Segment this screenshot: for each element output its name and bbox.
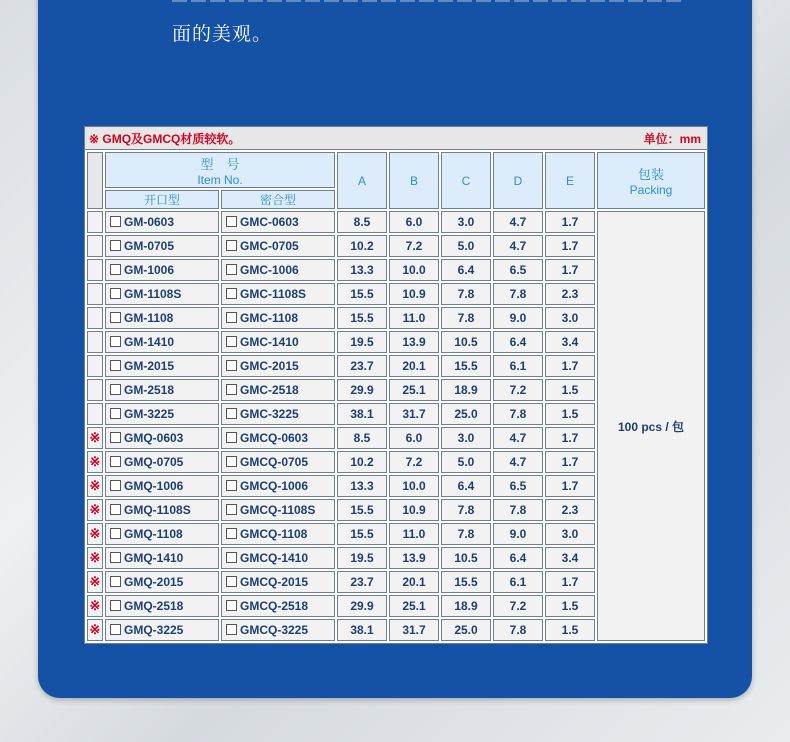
open-type-checkbox[interactable] [110, 384, 121, 395]
open-type-checkbox[interactable] [110, 312, 121, 323]
intro-text: 面的美观。 [172, 23, 273, 45]
dim-d-cell: 6.1 [493, 571, 543, 593]
open-type-code-cell [105, 595, 219, 617]
open-type-code-cell [105, 259, 219, 281]
soft-material-mark [87, 331, 103, 353]
closed-type-code: GMCQ-0603 [240, 431, 309, 445]
dim-c-cell: 15.5 [441, 571, 491, 593]
dim-e-cell: 2.3 [545, 499, 595, 521]
table-row [87, 211, 705, 233]
open-type-code-cell [105, 523, 219, 545]
dim-b-cell: 10.0 [389, 475, 439, 497]
dim-e-cell: 3.0 [545, 523, 595, 545]
dim-a-cell: 10.2 [337, 451, 387, 473]
dim-b-cell: 6.0 [389, 211, 439, 233]
closed-type-checkbox[interactable] [226, 288, 237, 299]
open-type-checkbox[interactable] [110, 456, 121, 467]
dim-c-cell: 10.5 [441, 331, 491, 353]
dim-d-cell: 7.8 [493, 619, 543, 641]
closed-type-code-cell [221, 211, 335, 233]
open-type-checkbox[interactable] [110, 288, 121, 299]
packing-header [597, 152, 705, 209]
dim-e-cell: 1.7 [545, 451, 595, 473]
dim-b-cell: 10.9 [389, 499, 439, 521]
packing-header-en: Packing [629, 183, 673, 197]
closed-type-code: GMC-1108 [240, 311, 299, 325]
open-type-code-cell [105, 571, 219, 593]
model-header-en: Item No. [197, 172, 243, 187]
soft-material-mark: ※ [87, 619, 103, 641]
soft-material-mark: ※ [87, 475, 103, 497]
closed-type-code-cell [221, 259, 335, 281]
dim-e-cell: 1.7 [545, 211, 595, 233]
closed-type-code: GMC-1108S [240, 287, 307, 301]
open-type-code: GMQ-1108S [124, 503, 191, 517]
open-type-checkbox[interactable] [110, 504, 121, 515]
closed-type-code-cell [221, 451, 335, 473]
dim-b-cell: 31.7 [389, 619, 439, 641]
dim-a-cell: 15.5 [337, 307, 387, 329]
open-type-checkbox[interactable] [110, 480, 121, 491]
dim-a-cell: 13.3 [337, 259, 387, 281]
dim-d-cell: 6.4 [493, 547, 543, 569]
dim-e-cell: 2.3 [545, 283, 595, 305]
closed-type-checkbox[interactable] [226, 624, 237, 635]
open-type-code-cell [105, 403, 219, 425]
dim-e-cell: 1.7 [545, 355, 595, 377]
open-type-code: GMQ-2015 [124, 575, 184, 589]
soft-material-mark [87, 259, 103, 281]
open-type-code: GM-0603 [124, 215, 175, 229]
open-type-code-cell [105, 283, 219, 305]
open-type-code: GM-1410 [124, 335, 175, 349]
open-type-checkbox[interactable] [110, 360, 121, 371]
soft-material-mark [87, 379, 103, 401]
closed-type-code: GMCQ-3225 [240, 623, 309, 637]
dim-e-cell: 1.5 [545, 379, 595, 401]
closed-type-checkbox[interactable] [226, 408, 237, 419]
closed-type-code: GMC-2015 [240, 359, 299, 373]
open-type-checkbox[interactable] [110, 576, 121, 587]
dim-b-cell: 20.1 [389, 355, 439, 377]
dim-d-cell: 9.0 [493, 307, 543, 329]
dim-a-cell: 19.5 [337, 547, 387, 569]
closed-type-header: 密合型 [221, 190, 335, 209]
dim-d-cell: 6.5 [493, 259, 543, 281]
packing-value: 100 pcs / 包 [617, 419, 685, 434]
dim-e-cell: 1.7 [545, 259, 595, 281]
unit-label: 单位：mm [643, 131, 701, 146]
col-c-header: C [441, 152, 491, 209]
soft-material-mark: ※ [87, 427, 103, 449]
dim-d-cell: 6.5 [493, 475, 543, 497]
closed-type-checkbox[interactable] [226, 504, 237, 515]
dim-c-cell: 10.5 [441, 547, 491, 569]
dim-d-cell: 4.7 [493, 211, 543, 233]
dim-d-cell: 6.1 [493, 355, 543, 377]
open-type-code: GM-0705 [124, 239, 175, 253]
col-d-header: D [493, 152, 543, 209]
closed-type-checkbox[interactable] [226, 600, 237, 611]
open-type-code-cell [105, 499, 219, 521]
closed-type-checkbox[interactable] [226, 216, 237, 227]
closed-type-code-cell [221, 307, 335, 329]
closed-type-checkbox[interactable] [226, 360, 237, 371]
dim-a-cell: 8.5 [337, 211, 387, 233]
soft-material-mark: ※ [87, 499, 103, 521]
packing-cell [597, 211, 705, 641]
dim-b-cell: 13.9 [389, 331, 439, 353]
dim-b-cell: 6.0 [389, 427, 439, 449]
intro-text-cut-line [172, 0, 682, 2]
dim-b-cell: 10.0 [389, 259, 439, 281]
dim-a-cell: 8.5 [337, 427, 387, 449]
closed-type-checkbox[interactable] [226, 312, 237, 323]
closed-type-code-cell [221, 595, 335, 617]
dim-d-cell: 9.0 [493, 523, 543, 545]
dim-a-cell: 23.7 [337, 571, 387, 593]
dim-c-cell: 7.8 [441, 499, 491, 521]
dim-c-cell: 15.5 [441, 355, 491, 377]
dim-b-cell: 10.9 [389, 283, 439, 305]
open-type-code: GM-1006 [124, 263, 175, 277]
closed-type-code-cell [221, 235, 335, 257]
dim-d-cell: 7.2 [493, 595, 543, 617]
dim-a-cell: 13.3 [337, 475, 387, 497]
open-type-code: GMQ-1108 [124, 527, 183, 541]
closed-type-checkbox[interactable] [226, 384, 237, 395]
soft-material-mark: ※ [87, 451, 103, 473]
closed-type-code: GMCQ-1108 [240, 527, 308, 541]
table-head [87, 152, 705, 209]
closed-type-checkbox[interactable] [226, 528, 237, 539]
dim-d-cell: 7.8 [493, 499, 543, 521]
open-type-code: GM-1108S [124, 287, 182, 301]
col-a-header: A [337, 152, 387, 209]
dim-c-cell: 3.0 [441, 427, 491, 449]
closed-type-code: GMC-3225 [240, 407, 299, 421]
closed-type-checkbox[interactable] [226, 480, 237, 491]
closed-type-code-cell [221, 355, 335, 377]
open-type-code: GM-1108 [124, 311, 174, 325]
open-type-checkbox[interactable] [110, 408, 121, 419]
dim-c-cell: 18.9 [441, 379, 491, 401]
closed-type-code: GMC-0603 [240, 215, 299, 229]
dim-c-cell: 5.0 [441, 451, 491, 473]
open-type-checkbox[interactable] [110, 552, 121, 563]
table-note-row [85, 127, 707, 150]
open-type-checkbox[interactable] [110, 528, 121, 539]
dim-d-cell: 7.8 [493, 283, 543, 305]
dim-e-cell: 1.5 [545, 403, 595, 425]
dim-d-cell: 6.4 [493, 331, 543, 353]
open-type-code: GM-3225 [124, 407, 175, 421]
closed-type-code-cell [221, 283, 335, 305]
open-type-checkbox[interactable] [110, 336, 121, 347]
dim-a-cell: 38.1 [337, 403, 387, 425]
closed-type-code: GMC-0705 [240, 239, 299, 253]
dim-d-cell: 4.7 [493, 451, 543, 473]
dim-c-cell: 3.0 [441, 211, 491, 233]
dim-a-cell: 19.5 [337, 331, 387, 353]
open-type-checkbox[interactable] [110, 432, 121, 443]
dim-a-cell: 29.9 [337, 595, 387, 617]
closed-type-code-cell [221, 547, 335, 569]
dim-e-cell: 3.4 [545, 547, 595, 569]
spec-table [85, 150, 707, 643]
dim-c-cell: 25.0 [441, 619, 491, 641]
closed-type-checkbox[interactable] [226, 456, 237, 467]
dim-e-cell: 3.4 [545, 331, 595, 353]
closed-type-code-cell [221, 379, 335, 401]
soft-material-mark [87, 211, 103, 233]
dim-a-cell: 29.9 [337, 379, 387, 401]
soft-material-mark: ※ [87, 523, 103, 545]
soft-material-mark: ※ [87, 595, 103, 617]
dim-b-cell: 20.1 [389, 571, 439, 593]
dim-e-cell: 1.7 [545, 427, 595, 449]
soft-material-mark [87, 355, 103, 377]
closed-type-code-cell [221, 475, 335, 497]
open-type-code-cell [105, 547, 219, 569]
dim-e-cell: 1.5 [545, 595, 595, 617]
dim-b-cell: 25.1 [389, 595, 439, 617]
soft-material-mark [87, 283, 103, 305]
dim-c-cell: 18.9 [441, 595, 491, 617]
dim-a-cell: 15.5 [337, 283, 387, 305]
dim-e-cell: 1.7 [545, 475, 595, 497]
open-type-code: GM-2015 [124, 359, 175, 373]
dim-b-cell: 13.9 [389, 547, 439, 569]
material-note: ※ GMQ及GMCQ材质较软。 [89, 131, 241, 146]
closed-type-code: GMC-1410 [240, 335, 299, 349]
closed-type-code-cell [221, 403, 335, 425]
dim-b-cell: 7.2 [389, 451, 439, 473]
dim-c-cell: 6.4 [441, 475, 491, 497]
col-e-header: E [545, 152, 595, 209]
dim-e-cell: 1.7 [545, 571, 595, 593]
open-type-code-cell [105, 307, 219, 329]
open-type-code: GMQ-2518 [124, 599, 184, 613]
closed-type-code: GMCQ-1410 [240, 551, 309, 565]
model-header [105, 152, 335, 188]
dim-d-cell: 7.2 [493, 379, 543, 401]
soft-material-mark [87, 307, 103, 329]
packing-header-zh: 包装 [638, 167, 665, 182]
open-type-checkbox[interactable] [110, 600, 121, 611]
open-type-code-cell [105, 475, 219, 497]
mark-column-header [87, 152, 103, 209]
open-type-code-cell [105, 331, 219, 353]
closed-type-code-cell [221, 571, 335, 593]
soft-material-mark: ※ [87, 571, 103, 593]
open-type-code-cell [105, 427, 219, 449]
open-type-checkbox[interactable] [110, 240, 121, 251]
dim-d-cell: 7.8 [493, 403, 543, 425]
open-type-code-cell [105, 211, 219, 233]
dim-b-cell: 7.2 [389, 235, 439, 257]
closed-type-code: GMCQ-1108S [240, 503, 316, 517]
open-type-code: GMQ-1006 [124, 479, 184, 493]
open-type-code-cell [105, 379, 219, 401]
open-type-header: 开口型 [105, 190, 219, 209]
closed-type-code: GMCQ-1006 [240, 479, 309, 493]
dim-a-cell: 10.2 [337, 235, 387, 257]
closed-type-checkbox[interactable] [226, 552, 237, 563]
dim-c-cell: 5.0 [441, 235, 491, 257]
open-type-code-cell [105, 235, 219, 257]
dim-d-cell: 4.7 [493, 427, 543, 449]
closed-type-code: GMCQ-0705 [240, 455, 309, 469]
open-type-code-cell [105, 451, 219, 473]
open-type-checkbox[interactable] [110, 264, 121, 275]
soft-material-mark: ※ [87, 547, 103, 569]
closed-type-code-cell [221, 331, 335, 353]
dim-a-cell: 23.7 [337, 355, 387, 377]
dim-a-cell: 15.5 [337, 499, 387, 521]
dim-b-cell: 25.1 [389, 379, 439, 401]
open-type-code: GMQ-0603 [124, 431, 184, 445]
dim-c-cell: 7.8 [441, 307, 491, 329]
dim-b-cell: 31.7 [389, 403, 439, 425]
open-type-code: GMQ-0705 [124, 455, 184, 469]
closed-type-code: GMC-1006 [240, 263, 299, 277]
open-type-checkbox[interactable] [110, 624, 121, 635]
closed-type-code: GMCQ-2015 [240, 575, 309, 589]
closed-type-code-cell [221, 499, 335, 521]
closed-type-checkbox[interactable] [226, 264, 237, 275]
dim-b-cell: 11.0 [389, 523, 439, 545]
open-type-code: GM-2518 [124, 383, 175, 397]
dim-a-cell: 38.1 [337, 619, 387, 641]
closed-type-code: GMC-2518 [240, 383, 299, 397]
open-type-code-cell [105, 355, 219, 377]
dim-d-cell: 4.7 [493, 235, 543, 257]
closed-type-code: GMCQ-2518 [240, 599, 309, 613]
soft-material-mark [87, 235, 103, 257]
dim-c-cell: 6.4 [441, 259, 491, 281]
dim-b-cell: 11.0 [389, 307, 439, 329]
dim-c-cell: 25.0 [441, 403, 491, 425]
open-type-checkbox[interactable] [110, 216, 121, 227]
open-type-code: GMQ-3225 [124, 623, 184, 637]
dim-c-cell: 7.8 [441, 523, 491, 545]
col-b-header: B [389, 152, 439, 209]
closed-type-code-cell [221, 523, 335, 545]
soft-material-mark [87, 403, 103, 425]
closed-type-code-cell [221, 427, 335, 449]
model-header-zh: 型 号 [200, 156, 240, 172]
closed-type-checkbox[interactable] [226, 240, 237, 251]
closed-type-checkbox[interactable] [226, 432, 237, 443]
table-body [87, 211, 705, 641]
spec-table-container [84, 126, 708, 644]
open-type-code: GMQ-1410 [124, 551, 184, 565]
dim-c-cell: 7.8 [441, 283, 491, 305]
dim-e-cell: 1.7 [545, 235, 595, 257]
dim-a-cell: 15.5 [337, 523, 387, 545]
closed-type-code-cell [221, 619, 335, 641]
dim-e-cell: 3.0 [545, 307, 595, 329]
open-type-code-cell [105, 619, 219, 641]
dim-e-cell: 1.5 [545, 619, 595, 641]
closed-type-checkbox[interactable] [226, 576, 237, 587]
closed-type-checkbox[interactable] [226, 336, 237, 347]
